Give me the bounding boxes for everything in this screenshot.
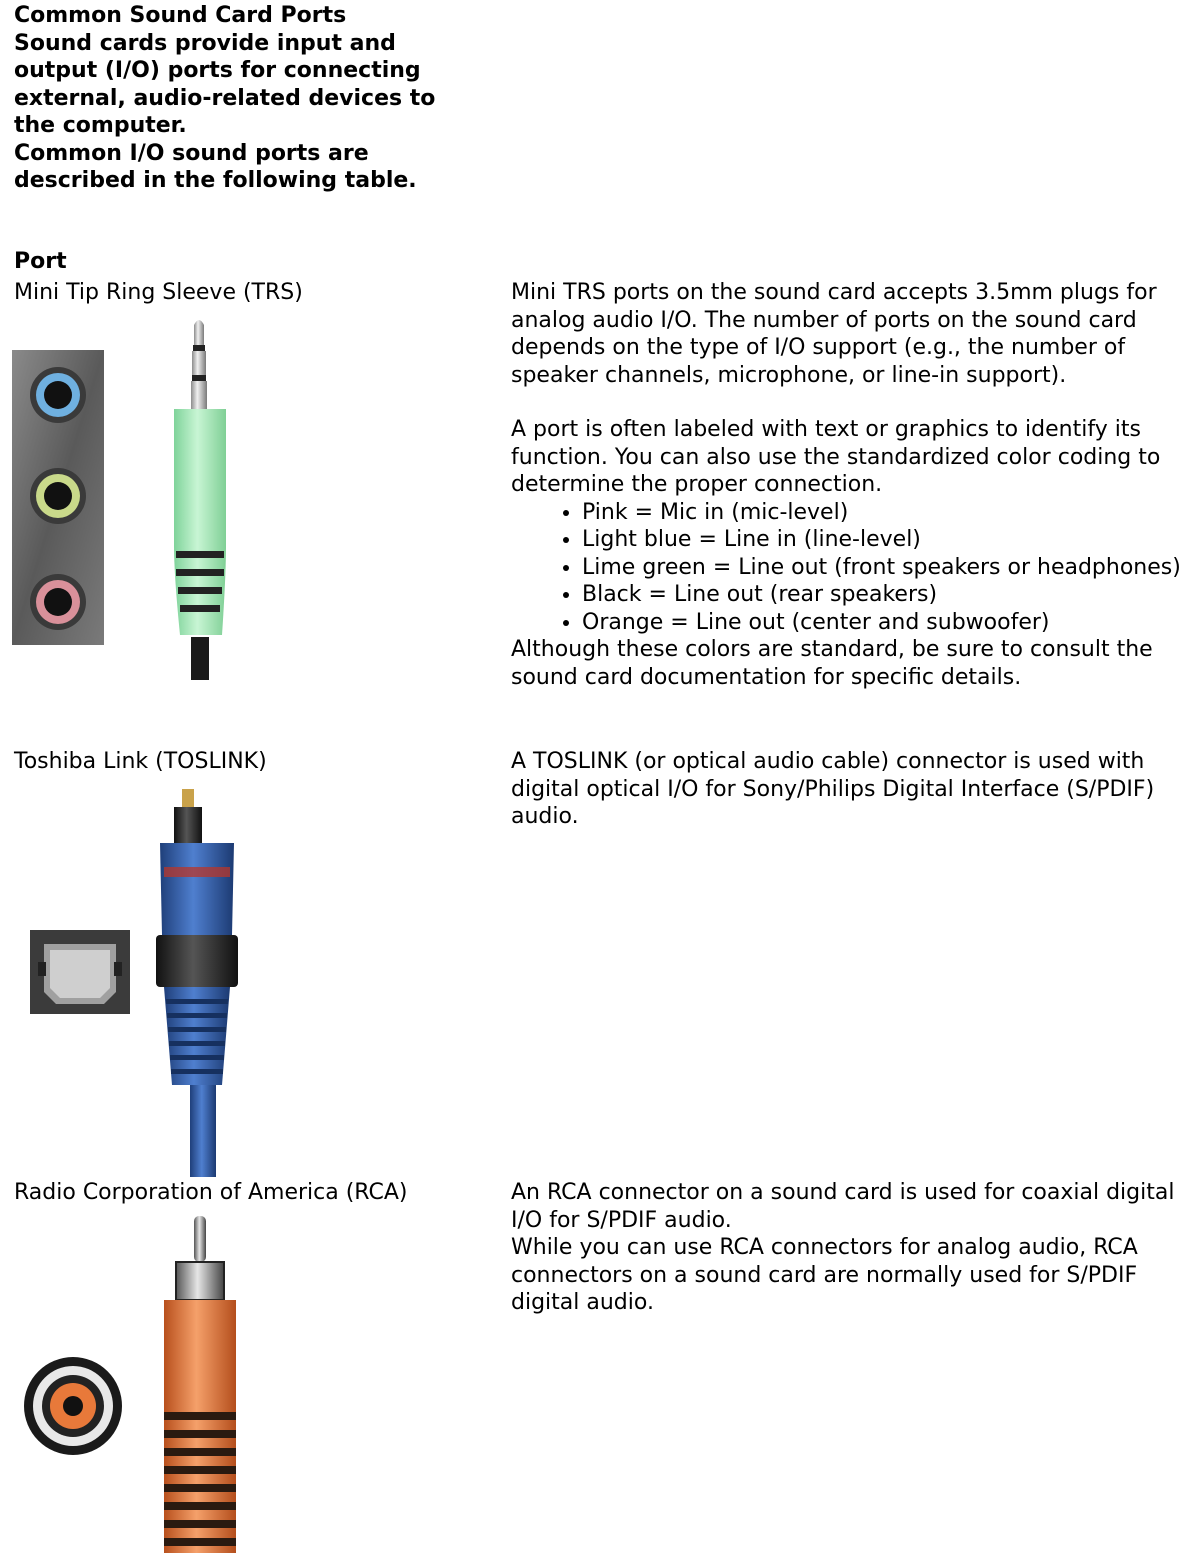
trs-desc-paragraph: Mini TRS ports on the sound card accepts 3.5mm plugs for analog audio I/O. The number of ports on the sound card depends on the type of I/O support (e.g., the number of speaker channels, microphone, or line-in support). — [511, 280, 1157, 388]
trs-note-paragraph: Although these colors are standard, be sure to consult the sound card documentation for specific details. — [511, 637, 1153, 690]
port-name-rca: Radio Corporation of America (RCA) — [14, 1180, 408, 1205]
list-item: • Orange = Line out (center and subwoofer) — [582, 609, 1191, 637]
list-item: • Black = Line out (rear speakers) — [582, 581, 1191, 609]
list-item: • Light blue = Line in (line-level) — [582, 526, 1191, 554]
port-name-toslink: Toshiba Link (TOSLINK) — [14, 749, 267, 774]
table-header-port: Port — [14, 249, 67, 274]
intro-paragraph-2: Common I/O sound ports are described in the following table. — [14, 140, 417, 193]
color-coding-list — [511, 499, 1191, 637]
jack-blue-icon — [30, 367, 86, 423]
list-item: • Pink = Mic in (mic-level) — [582, 499, 1191, 527]
rca-desc-paragraph: An RCA connector on a sound card is used for coaxial digital I/O for S/PDIF audio. — [511, 1180, 1175, 1233]
list-item: • Lime green = Line out (front speakers or headphones) — [582, 554, 1191, 582]
jack-green-icon — [30, 468, 86, 524]
intro — [14, 2, 484, 195]
rca-plug-image — [150, 1212, 250, 1553]
page-title: Common Sound Card Ports — [14, 3, 347, 28]
trs-jack-panel-image — [12, 350, 104, 645]
rca-desc-paragraph-2: While you can use RCA connectors for analog audio, RCA connectors on a sound card are normally used for S/PDIF digital audio. — [511, 1235, 1138, 1315]
intro-paragraph: Sound cards provide input and output (I/O) ports for connecting external, audio-related devices to the computer. — [14, 30, 436, 138]
trs-plug-image — [160, 315, 240, 680]
jack-pink-icon — [30, 574, 86, 630]
rca-port-image — [22, 1355, 124, 1457]
port-name-trs: Mini Tip Ring Sleeve (TRS) — [14, 280, 303, 305]
toslink-port-image — [30, 930, 130, 1014]
trs-color-coding-paragraph: A port is often labeled with text or graphics to identify its function. You can also use the standardized color coding to determine the proper connection. — [511, 417, 1161, 497]
toslink-desc-paragraph: A TOSLINK (or optical audio cable) connector is used with digital optical I/O for Sony/Philips Digital Interface (S/PDIF) audio. — [511, 749, 1155, 829]
toslink-plug-image — [152, 785, 242, 1177]
description-toslink — [511, 748, 1191, 831]
description-rca — [511, 1179, 1191, 1317]
description-trs — [511, 279, 1191, 691]
